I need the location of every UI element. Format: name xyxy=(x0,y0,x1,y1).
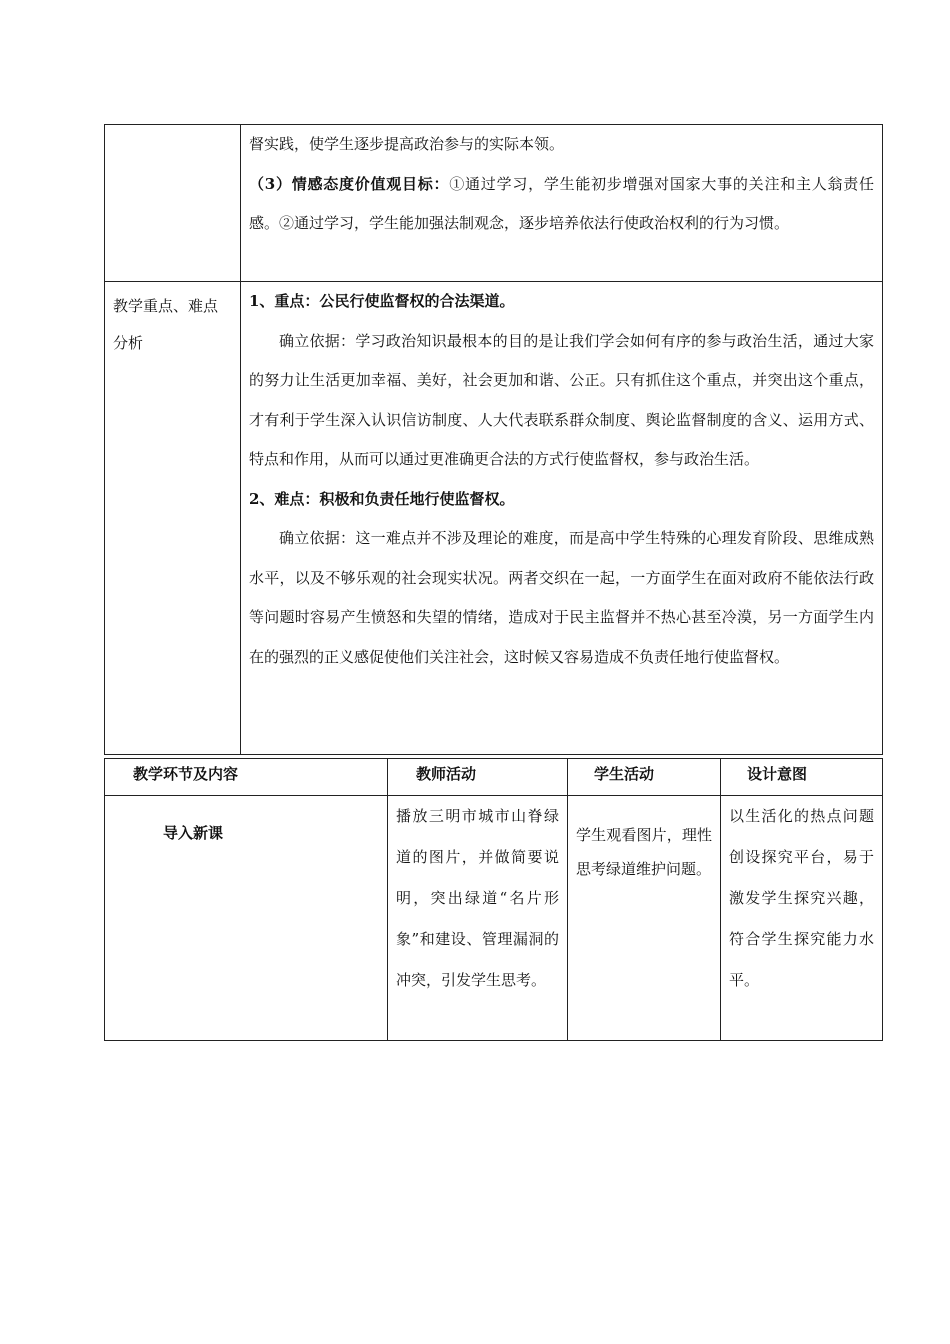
key-point-basis: 确立依据：学习政治知识最根本的目的是让我们学会如何有序的参与政治生活，通过大家的努力让生活更加幸福、美好，社会更加和谐、公正。只有抓住这个重点，并突出这个重点，才有利于学生深入认识信访制度、人大代表联系群众制度、舆论监督制度的含义、运用方式、特点和作用，从而可以通过更准确更合法的方式行使监督权，参与政治生活。 xyxy=(249,331,874,468)
objectives-label-cell xyxy=(105,125,241,282)
analysis-label-cell xyxy=(105,282,241,755)
emotion-objective xyxy=(241,165,882,244)
objectives-analysis-table xyxy=(104,124,883,755)
student-activity-cell xyxy=(568,796,721,1041)
header-intent: 设计意图 xyxy=(721,759,883,796)
difficulty-basis: 确立依据：这一难点并不涉及理论的难度，而是高中学生特殊的心理发育阶段、思维成熟水平，以及不够乐观的社会现实状况。两者交织在一起，一方面学生在面对政府不能依法行政等问题时容易产生愤怒和失望的情绪，造成对于民主监督并不热心甚至冷漠，另一方面学生内在的强烈的正义感促使他们关注社会，这时候又容易造成不负责任地行使监督权。 xyxy=(249,529,874,666)
emotion-objective-text: ①通过学习，学生能初步增强对国家大事的关注和主人翁责任感。②通过学习，学生能加强法制观念，逐步培养依法行使政治权利的行为习惯。 xyxy=(249,174,874,232)
design-intent: 以生活化的热点问题创设探究平台，易于激发学生探究兴趣，符合学生探究能力水平。 xyxy=(729,807,874,989)
process-row xyxy=(105,796,883,1041)
key-point-title: 1、重点：公民行使监督权的合法渠道。 xyxy=(249,292,515,310)
objectives-content-cell xyxy=(241,125,883,282)
stage-cell xyxy=(105,796,388,1041)
objectives-row xyxy=(105,125,883,282)
emotion-objective-label: （3）情感态度价值观目标： xyxy=(249,174,450,193)
analysis-label: 教学重点、难点分析 xyxy=(113,297,219,352)
analysis-row xyxy=(105,282,883,755)
student-activity: 学生观看图片，理性思考绿道维护问题。 xyxy=(576,826,712,878)
difficulty-title: 2、难点：积极和负责任地行使监督权。 xyxy=(249,489,515,508)
header-teacher: 教师活动 xyxy=(388,759,568,796)
design-intent-cell xyxy=(721,796,883,1041)
header-stage: 教学环节及内容 xyxy=(105,759,388,796)
teacher-activity: 播放三明市城市山脊绿道的图片，并做简要说明，突出绿道“名片形象”和建设、管理漏洞的冲突，引发学生思考。 xyxy=(396,807,559,989)
process-header-row xyxy=(105,759,883,796)
teacher-activity-cell xyxy=(388,796,568,1041)
objectives-continued-line: 督实践，使学生逐步提高政治参与的实际本领。 xyxy=(249,135,565,153)
header-student: 学生活动 xyxy=(568,759,721,796)
teaching-process-table xyxy=(104,758,883,1041)
stage-label: 导入新课 xyxy=(163,824,224,842)
analysis-content-cell xyxy=(241,282,883,755)
